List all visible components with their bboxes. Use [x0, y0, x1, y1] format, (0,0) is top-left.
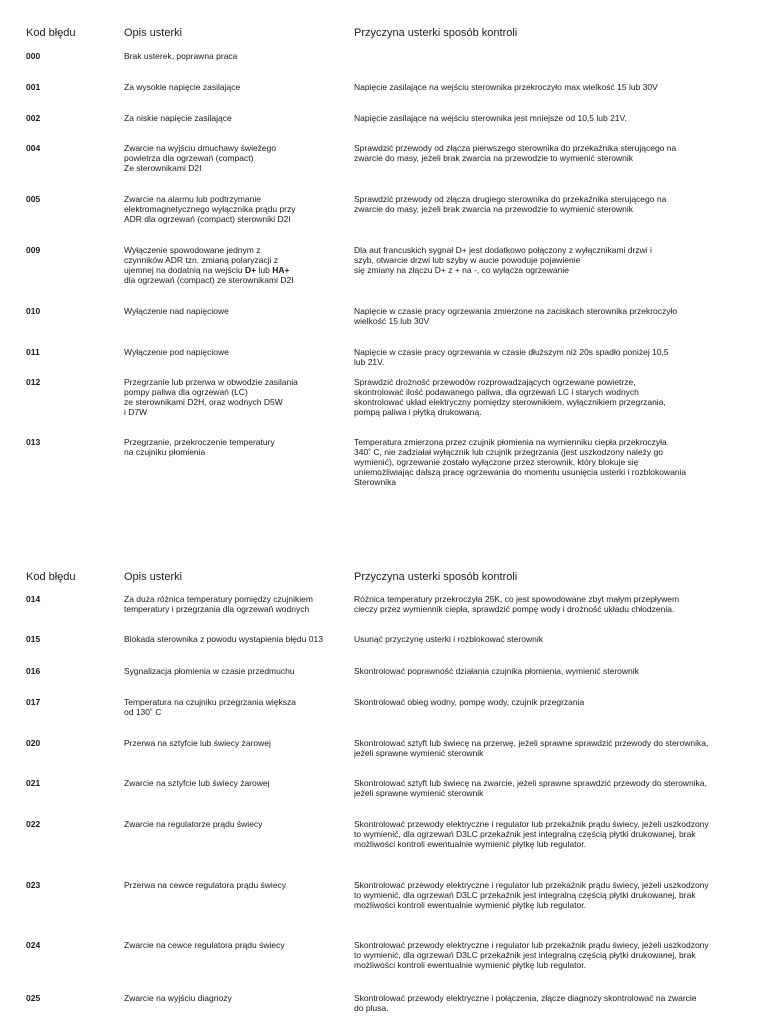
error-description: Przerwa na sztyfcie lub świecy żarowej [124, 738, 271, 748]
error-cause: Różnica temperatury przekroczyła 25K, co jest spowodowane zbyt małym przepływem cieczy przez wymiennik ciepła, sprawdzić pompę wody i drożność układu chłodzenia. [354, 594, 680, 614]
header-code: Kod błędu [26, 27, 76, 39]
error-code: 010 [26, 306, 41, 316]
error-cause: Sprawdzić przewody od złącza pierwszego sterownika do przekaźnika sterującego na zwarcie do masy, jeżeli brak zwarcia na przewodzie to wymienić sterownik [354, 143, 677, 163]
error-cause: Skontrolować przewody elektryczne i regulator lub przekaźnik prądu świecy, jeżeli uszkodzony to wymienić, dla ogrzewań D3LC przekaźnik jest integralną częścią płytki drukowanej, brak możliwości kontroli ewentualnie wymienić płytkę lub regulator. [354, 940, 709, 970]
error-code: 022 [26, 819, 41, 829]
error-description: Zwarcie na sztyfcie lub świecy żarowej [124, 778, 270, 788]
error-code: 002 [26, 113, 41, 123]
signal-ha-plus: HA+ [272, 265, 290, 275]
error-code: 000 [26, 51, 41, 61]
error-description [124, 245, 338, 285]
error-description: Wyłączenie nad napięciowe [124, 306, 229, 316]
error-description: Zwarcie na wyjściu diagnozy [124, 993, 232, 1003]
header-code: Kod błędu [26, 571, 76, 583]
error-code: 025 [26, 993, 41, 1003]
error-cause: Skontrolować przewody elektryczne i połączenia, złącze diagnozy skontrolować na zwarcie do plusa. [354, 993, 697, 1013]
error-code: 017 [26, 697, 41, 707]
error-cause: Napięcie zasilające na wejściu sterownika przekroczyło max wielkość 15 lub 30V [354, 82, 658, 92]
error-description: Wyłączenie pod napięciowe [124, 347, 229, 357]
error-code: 023 [26, 880, 41, 890]
error-cause: Napięcie w czasie pracy ogrzewania w czasie dłuższym niż 20s spadło poniżej 10,5 lub 21V. [354, 347, 669, 367]
description-line [124, 265, 338, 275]
error-description: Zwarcie na alarmu lub podtrzymanie elektromagnetycznego wyłącznika prądu przy ADR dla ogrzewań (compact) sterowniki D2I [124, 194, 296, 224]
error-code: 015 [26, 634, 41, 644]
error-cause: Skontrolować przewody elektryczne i regulator lub przekaźnik prądu świecy, jeżeli uszkodzony to wymienić, dla ogrzewań D3LC przekaźnik jest integralną częścią płytki drukowanej, brak możliwości kontroli ewentualnie wymienić płytkę lub regulator. [354, 819, 709, 849]
error-description: Brak usterek, poprawna praca [124, 51, 238, 61]
error-cause: Skontrolować przewody elektryczne i regulator lub przekaźnik prądu świecy, jeżeli uszkodzony to wymienić, dla ogrzewań D3LC przekaźnik jest integralną częścią płytki drukowanej, brak możliwości kontroli ewentualnie wymienić płytkę lub regulator. [354, 880, 709, 910]
error-code: 009 [26, 245, 41, 255]
error-description: Przegrzanie, przekroczenie temperatury na czujniku płomienia [124, 437, 275, 457]
description-text: lub [258, 265, 270, 275]
error-description: Za wysokie napięcie zasilające [124, 82, 241, 92]
error-code: 016 [26, 666, 41, 676]
error-cause: Skontrolować obieg wodny, pompę wody, czujnik przegrzania [354, 697, 585, 707]
error-cause: Skontrolować sztyft lub świecę na przerwę, jeżeli sprawne sprawdzić przewody do sterownika, jeżeli sprawne wymienić sterownik [354, 738, 709, 758]
error-description: Przegrzanie lub przerwa w obwodzie zasilania pompy paliwa dla ogrzewań (LC) ze sterownikami D2H, oraz wodnych D5W i D7W [124, 377, 298, 417]
error-description: Za niskie napięcie zasilające [124, 113, 232, 123]
description-line: dla ogrzewań (compact) ze sterownikami D2I [124, 275, 294, 285]
header-description: Opis usterki [124, 571, 183, 583]
error-description: Zwarcie na regulatorze prądu świecy [124, 819, 263, 829]
error-code: 013 [26, 437, 41, 447]
description-line: Wyłączenie spowodowane jednym z [124, 245, 261, 255]
description-text: ujemnej na dodatnią na wejściu [124, 265, 243, 275]
description-line: czynników ADR tzn. zmianą polaryzacji z [124, 255, 279, 265]
header-cause: Przyczyna usterki sposób kontroli [354, 27, 518, 39]
error-code: 004 [26, 143, 41, 153]
error-description: Blokada sterownika z powodu wystąpienia błędu 013 [124, 634, 323, 644]
header-cause: Przyczyna usterki sposób kontroli [354, 571, 518, 583]
error-description: Przerwa na cewce regulatora prądu świecy [124, 880, 287, 890]
error-description: Temperatura na czujniku przegrzania większa od 130˚ C [124, 697, 296, 717]
error-code: 020 [26, 738, 41, 748]
error-code: 012 [26, 377, 41, 387]
error-cause: Napięcie zasilające na wejściu sterownika jest mniejsze od 10,5 lub 21V. [354, 113, 627, 123]
error-cause: Napięcie w czasie pracy ogrzewania zmierzone na zaciskach sterownika przekroczyło wielkość 15 lub 30V [354, 306, 678, 326]
header-description: Opis usterki [124, 27, 183, 39]
error-cause: Temperatura zmierzona przez czujnik płomienia na wymienniku ciepła przekroczyła 340˚ C, nie zadziałał wyłącznik lub czujnik przegrzania (jest uszkodzony należy go wymienić), ogrzewanie zostało wyłączone przez sterownik, który blokuje się uniemożliwiając dalszą pracę ogrzewania do momentu usunięcia usterki i rozblokowania Sterownika [354, 437, 687, 487]
error-code: 001 [26, 82, 41, 92]
error-code: 024 [26, 940, 41, 950]
error-cause: Usunąć przyczynę usterki i rozblokować sterownik [354, 634, 543, 644]
error-code: 014 [26, 594, 41, 604]
signal-d-plus: D+ [244, 265, 257, 275]
error-description: Zwarcie na wyjściu dmuchawy świeżego powietrza dla ogrzewań (compact) Ze sterownikami D2I [124, 143, 277, 173]
error-cause: Sprawdzić przewody od złącza drugiego sterownika do przekaźnika sterującego na zwarcie do masy, jeżeli brak zwarcia na przewodzie to wymienić sterownik [354, 194, 667, 214]
error-cause: Dla aut francuskich sygnał D+ jest dodatkowo połączony z wyłącznikami drzwi i szyb, otwarcie drzwi lub szyby w aucie powoduje pojawienie się zmiany na złączu D+ z + na -, co wyłącza ogrzewanie [354, 245, 652, 275]
error-code: 021 [26, 778, 41, 788]
error-cause: Skontrolować sztyft lub świecę na zwarcie, jeżeli sprawne sprawdzić przewody do sterownika, jeżeli sprawne wymienić sterownik [354, 778, 707, 798]
error-description: Za duża różnica temperatury pomiędzy czujnikiem temperatury i przegrzania dla ogrzewań wodnych [124, 594, 313, 614]
error-code: 005 [26, 194, 41, 204]
error-cause: Sprawdzić drożność przewodów rozprowadzających ogrzewane powietrze, skontrolować ilość podawanego paliwa, dla ogrzewań LC i starych wodnych skontrolować układ elektryczny pomiędzy sterownikiem, wyłącznikiem przegrzania, pompą paliwa i płytką drukowaną. [354, 377, 666, 417]
error-description: Zwarcie na cewce regulatora prądu świecy [124, 940, 285, 950]
error-description: Sygnalizacja płomienia w czasie przedmuchu [124, 666, 295, 676]
error-code: 011 [26, 347, 40, 357]
error-cause: Skontrolować poprawność działania czujnika płomienia, wymienić sterownik [354, 666, 639, 676]
